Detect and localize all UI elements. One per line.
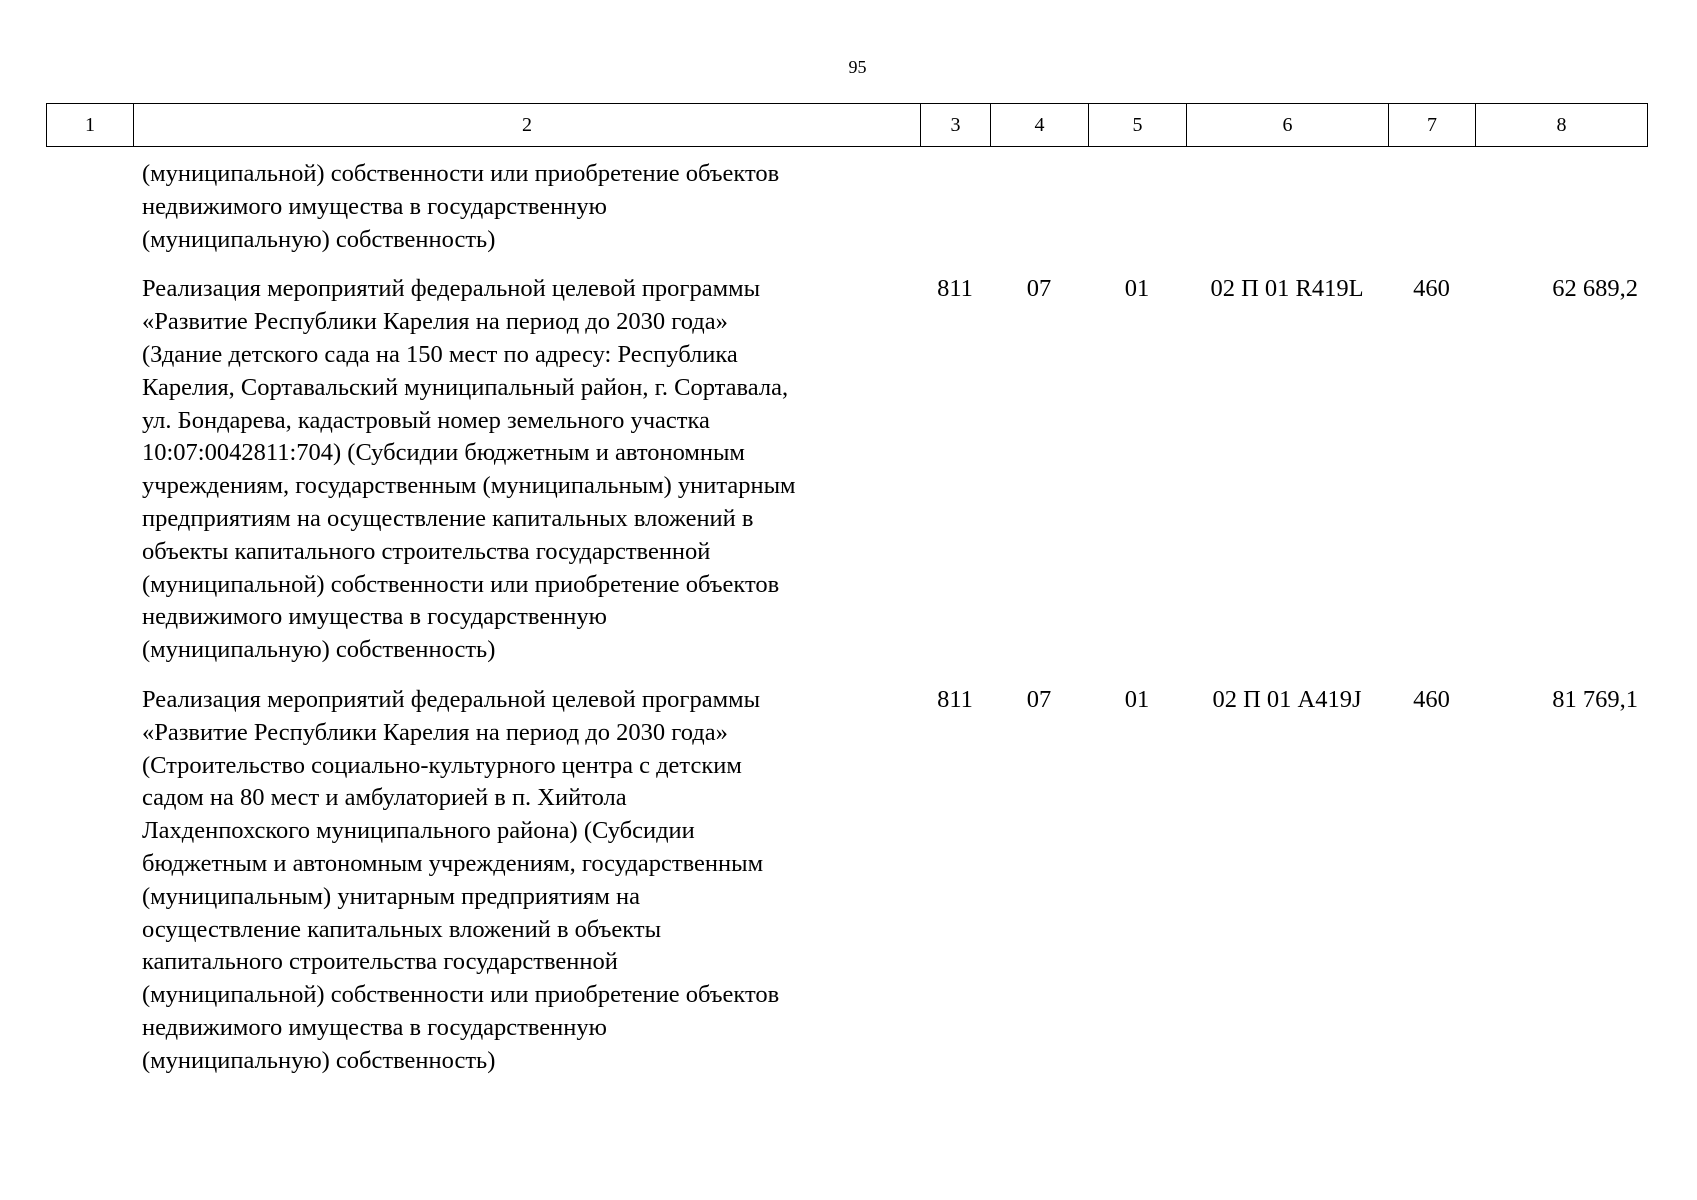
description-line: (муниципальную) собственность) <box>142 1046 496 1074</box>
page-number: 95 <box>848 57 867 77</box>
cell-col-8: 81 769,1 <box>1552 685 1638 713</box>
description-line: (муниципальной) собственности или приобретение объектов <box>142 981 780 1009</box>
column-number-8: 8 <box>1476 104 1648 147</box>
cell-col-6: 02 П 01 R419L <box>1210 275 1364 303</box>
table-row <box>46 273 1647 667</box>
column-number-1: 1 <box>47 104 134 147</box>
cell-col-5 <box>1088 158 1186 256</box>
cell-description <box>46 684 920 1078</box>
description-line: (муниципальным) унитарным предприятиям на <box>142 882 640 910</box>
column-number-7: 7 <box>1389 104 1476 147</box>
description-line: 10:07:0042811:704) (Субсидии бюджетным и автономным <box>142 439 745 467</box>
description-line: Реализация мероприятий федеральной целевой программы <box>142 275 761 303</box>
description-line: предприятиям на осуществление капитальных вложений в <box>142 504 754 532</box>
cell-description <box>46 158 920 256</box>
column-number-4: 4 <box>991 104 1089 147</box>
cell-col-8: 62 689,2 <box>1552 275 1638 303</box>
column-number-row <box>47 104 1648 147</box>
cell-col-3 <box>920 158 990 256</box>
description-line: капитального строительства государственной <box>142 948 618 976</box>
description-line: недвижимого имущества в государственную <box>142 603 607 631</box>
description-line: «Развитие Республики Карелия на период до 2030 года» <box>142 718 728 746</box>
cell-description <box>46 273 920 667</box>
cell-col-5: 01 <box>1124 685 1150 713</box>
description-line: бюджетным и автономным учреждениям, государственным <box>142 849 764 877</box>
cell-col-8 <box>1475 158 1647 256</box>
cell-col-6 <box>1186 158 1388 256</box>
description-line: (Строительство социально-культурного центра с детским <box>142 751 742 779</box>
description-line: (Здание детского сада на 150 мест по адресу: Республика <box>142 340 738 368</box>
column-header-table <box>46 103 1648 147</box>
table-row <box>46 158 1647 256</box>
cell-col-6: 02 П 01 A419J <box>1212 685 1362 713</box>
cell-col-7: 460 <box>1413 275 1450 303</box>
description-line: учреждениям, государственным (муниципальным) унитарным <box>142 472 796 500</box>
cell-col-4: 07 <box>1026 275 1052 303</box>
column-number-6: 6 <box>1187 104 1389 147</box>
cell-col-7: 460 <box>1413 685 1450 713</box>
cell-col-4: 07 <box>1026 685 1052 713</box>
description-line: садом на 80 мест и амбулаторией в п. Хийтола <box>142 784 627 812</box>
cell-col-3: 811 <box>937 685 973 713</box>
description-line: Карелия, Сортавальский муниципальный район, г. Сортавала, <box>142 373 789 401</box>
description-line: «Развитие Республики Карелия на период до 2030 года» <box>142 308 728 336</box>
description-line: недвижимого имущества в государственную <box>142 1013 607 1041</box>
description-line: (муниципальную) собственность) <box>142 636 496 664</box>
description-line: (муниципальной) собственности или приобретение объектов <box>142 570 780 598</box>
column-number-2: 2 <box>134 104 921 147</box>
description-line: Лахденпохского муниципального района) (Субсидии <box>142 817 695 845</box>
description-line: недвижимого имущества в государственную <box>142 192 607 220</box>
description-line: Реализация мероприятий федеральной целевой программы <box>142 685 761 713</box>
cell-col-3: 811 <box>937 275 973 303</box>
description-line: осуществление капитальных вложений в объекты <box>142 915 662 943</box>
cell-col-4 <box>990 158 1088 256</box>
cell-col-7 <box>1388 158 1475 256</box>
column-number-5: 5 <box>1089 104 1187 147</box>
table-row <box>46 684 1647 1078</box>
description-line: (муниципальную) собственность) <box>142 225 496 253</box>
column-number-3: 3 <box>921 104 991 147</box>
description-line: (муниципальной) собственности или приобретение объектов <box>142 160 780 187</box>
cell-col-5: 01 <box>1124 275 1150 303</box>
description-line: объекты капитального строительства государственной <box>142 537 711 565</box>
description-line: ул. Бондарева, кадастровый номер земельного участка <box>142 406 710 434</box>
table-body <box>46 158 1647 1078</box>
